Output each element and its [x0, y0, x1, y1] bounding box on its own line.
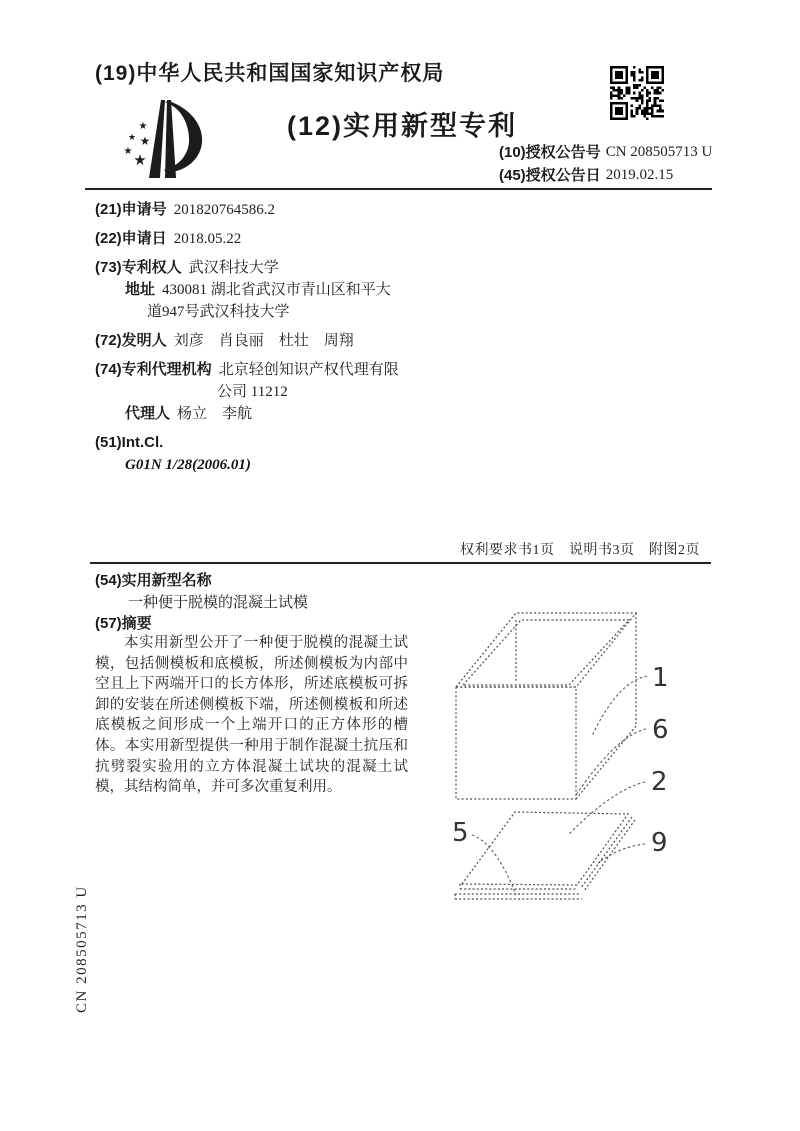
side-document-number: CN 208505713 U — [74, 885, 90, 1013]
box-top-rim-outer — [456, 613, 636, 687]
ref-numeral-5: 5 — [452, 818, 469, 848]
publication-number-label: (10)授权公告号 — [499, 144, 601, 161]
ref-numeral-9: 9 — [651, 828, 668, 858]
document-type-title: (12)实用新型专利 — [287, 111, 518, 141]
pages-summary: 权利要求书1页 说明书3页 附图2页 — [460, 543, 700, 558]
logo-star-icon: ★ — [123, 146, 133, 157]
field-value: 2018.05.22 — [173, 231, 242, 247]
qr-code-icon — [610, 66, 664, 120]
ipc-class-row — [95, 454, 440, 476]
logo-star-icon: ★ — [139, 134, 151, 148]
ref-numeral-2: 2 — [651, 767, 668, 797]
leader-line-2 — [569, 782, 645, 834]
publication-date-label: (45)授权公告日 — [499, 167, 601, 184]
box-right-bottom-edge — [576, 726, 636, 799]
logo-star-icon: ★ — [138, 121, 148, 132]
int-cl-row — [95, 432, 440, 454]
header-divider — [85, 188, 712, 190]
publication-info — [499, 141, 712, 187]
ref-numeral-6: 6 — [652, 715, 669, 745]
field-label: (22)申请日 — [95, 230, 167, 247]
logo-star-icon: ★ — [127, 132, 137, 142]
field-label: (73)专利权人 — [95, 259, 182, 276]
leader-line-5 — [472, 835, 516, 895]
field-value: 公司 11212 — [217, 384, 288, 400]
application-number-row — [95, 199, 440, 221]
agency-row — [95, 359, 440, 381]
abstract-text: 本实用新型公开了一种便于脱模的混凝土试模，包括侧模板和底模板，所述侧模板为内部中空且上下两端开口的长方体形，所述底模板可拆卸的安装在所述侧模板下端，所述侧模板和所述底模板之间形成一个上端开口的正方体形的槽体。本实用新型提供一种用于制作混凝土抗压和抗劈裂实验用的立方体混凝土试块的混凝土试模，其结构简单，并可多次重复利用。 — [95, 635, 408, 796]
field-value: 杨立 李航 — [177, 406, 253, 422]
invention-title: 一种便于脱模的混凝土试模 — [128, 595, 309, 611]
field-label: (51)Int.Cl. — [95, 434, 164, 451]
agents-row — [95, 403, 440, 425]
plate-top-face — [462, 812, 628, 885]
leader-line-1 — [592, 676, 647, 736]
plate-right-layer — [581, 817, 632, 888]
agency-wrap-row — [95, 381, 440, 403]
inventors-row — [95, 330, 440, 352]
field-label: 代理人 — [125, 405, 171, 422]
publication-date-value: 2019.02.15 — [605, 167, 674, 183]
publication-date-row — [499, 164, 712, 187]
address-row — [95, 279, 440, 301]
section-divider — [90, 562, 711, 564]
field-label: (72)发明人 — [95, 332, 167, 349]
leader-line-9 — [598, 844, 645, 863]
ref-numeral-1: 1 — [652, 663, 669, 693]
logo-star-icon: ★ — [133, 152, 147, 169]
publication-number-value: CN 208505713 U — [605, 144, 713, 160]
address-wrap-row — [95, 301, 440, 323]
field-value: 北京轻创知识产权代理有限 — [218, 362, 399, 378]
abstract-section-label: (57)摘要 — [95, 615, 152, 632]
field-value: 430081 湖北省武汉市青山区和平大 — [162, 282, 391, 298]
field-value: 武汉科技大学 — [188, 260, 279, 276]
publication-number-row — [499, 141, 712, 164]
patent-drawing — [438, 592, 710, 922]
title-section-label: (54)实用新型名称 — [95, 572, 212, 589]
field-label: 地址 — [125, 281, 156, 298]
bibliographic-data — [95, 199, 440, 476]
cnipa-logo-icon — [110, 91, 218, 187]
field-value: 刘彦 肖良丽 杜壮 周翔 — [173, 333, 354, 349]
field-value: 201820764586.2 — [173, 202, 275, 218]
application-date-row — [95, 228, 440, 250]
box-front-face — [456, 687, 576, 799]
field-value: G01N 1/28(2006.01) — [125, 457, 251, 473]
field-value: 道947号武汉科技大学 — [147, 304, 290, 320]
field-label: (21)申请号 — [95, 201, 167, 218]
patent-office-name: (19)中华人民共和国国家知识产权局 — [95, 62, 445, 85]
field-label: (74)专利代理机构 — [95, 361, 212, 378]
patentee-row — [95, 257, 440, 279]
